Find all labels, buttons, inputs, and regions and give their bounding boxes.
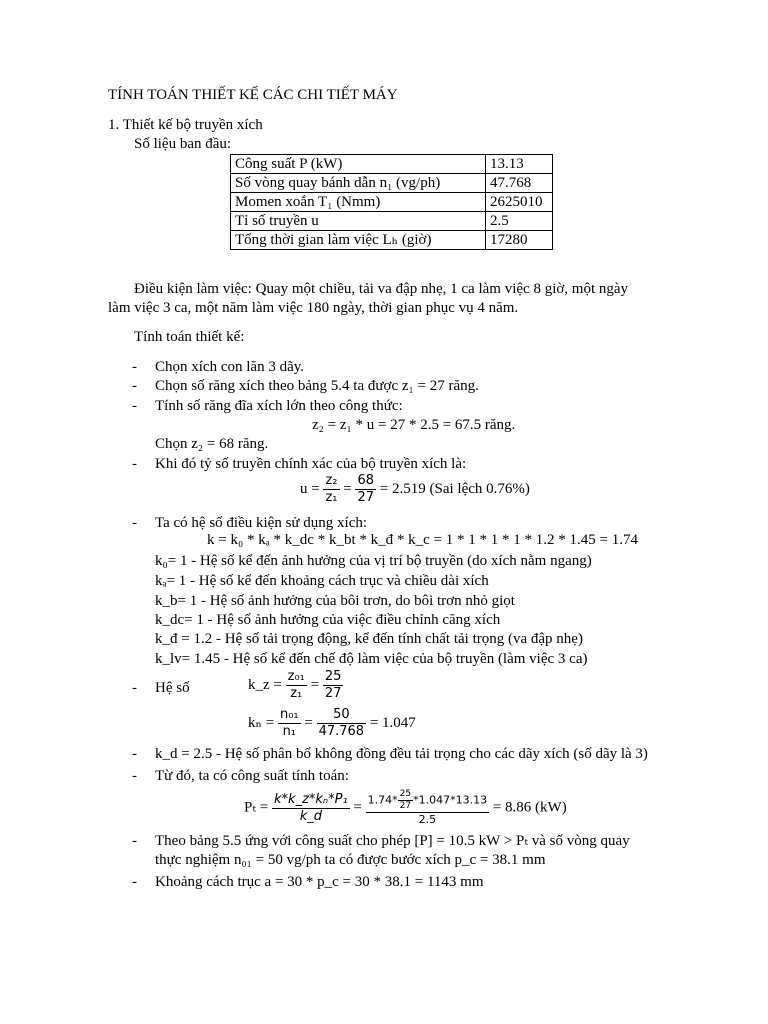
parameter-value: 13.13 bbox=[486, 155, 553, 174]
fraction-z2-z1: $\frac{\text{z₂}}{\text{z₁}}$ bbox=[325, 473, 338, 505]
item-computed-power: Từ đó, ta có công suất tính toán: bbox=[155, 768, 349, 784]
parameter-row bbox=[231, 174, 553, 193]
section-heading: 1. Thiết kế bộ truyền xích bbox=[108, 117, 263, 133]
parameter-row bbox=[231, 193, 553, 212]
ratio-lhs: u = bbox=[300, 480, 320, 497]
parameter-row bbox=[231, 155, 553, 174]
coefficient-kdc: k_dc= 1 - Hệ số ảnh hưởng của việc điều chỉnh căng xích bbox=[155, 612, 501, 628]
bullet-dash: - bbox=[132, 515, 137, 531]
fraction-z01-z1: $\frac{\text{z₀₁}}{\text{z₁}}$ bbox=[287, 669, 305, 701]
bullet-dash: - bbox=[132, 833, 137, 849]
coefficient-k0: k₀= 1 - Hệ số kể đến ảnh hưởng của vị trí bộ truyền (do xích nằm ngang) bbox=[155, 553, 592, 569]
item-chain-pitch-line-1: Theo bảng 5.5 ứng với công suất cho phép [P] = 10.5 kW > Pₜ và số vòng quay bbox=[155, 833, 630, 849]
parameter-name: Công suất P (kW) bbox=[231, 155, 486, 174]
fraction-68-27: $\frac{68}{27}$ bbox=[357, 473, 375, 505]
item-chain-pitch-line-2: thực nghiệm n₀₁ = 50 vg/ph ta có được bước xích p_c = 38.1 mm bbox=[155, 852, 546, 868]
fraction-50-47768: $\frac{50}{47.768}$ bbox=[318, 707, 365, 739]
fraction-n01-n1: $\frac{\text{n₀₁}}{\text{n₁}}$ bbox=[279, 707, 299, 739]
parameters-table bbox=[230, 154, 553, 250]
formula-z2: z₂ = z₁ * u = 27 * 2.5 = 67.5 răng. bbox=[312, 417, 516, 433]
ratio-result: = 2.519 (Sai lệch 0.76%) bbox=[379, 480, 530, 497]
item-exact-ratio: Khi đó tỷ số truyền chính xác của bộ truyền xích là: bbox=[155, 456, 467, 472]
parameter-value: 17280 bbox=[486, 231, 553, 250]
formula-k: k = k₀ * kₐ * k_dc * k_bt * k_đ * k_c = 1 * 1 * 1 * 1 * 1.2 * 1.45 = 1.74 bbox=[207, 532, 638, 548]
formula-pt: Pₜ = $\frac{\text{k*k\_z*kₙ*P₁}}{k\_d}$ = 1.74* $\frac{25}{27}$ *1.047*13.13 2.5 = 8.86 (kW) bbox=[244, 789, 567, 826]
bullet-dash: - bbox=[132, 359, 137, 375]
parameter-name: Tỉ số truyền u bbox=[231, 212, 486, 231]
item-service-coefficient: Ta có hệ số điều kiện sử dụng xích: bbox=[155, 515, 368, 531]
item-center-distance: Khoảng cách trục a = 30 * p_c = 30 * 38.1 = 1143 mm bbox=[155, 874, 484, 890]
formula-kn: kₙ = $\frac{\text{n₀₁}}{\text{n₁}}$ = $\frac{50}{47.768}$ = 1.047 bbox=[248, 707, 416, 739]
parameter-row bbox=[231, 212, 553, 231]
parameter-name: Tổng thời gian làm việc Lₕ (giờ) bbox=[231, 231, 486, 250]
coefficient-ka: kₐ= 1 - Hệ số kể đến khoảng cách trục và chiều dài xích bbox=[155, 573, 489, 589]
fraction-pt-numeric: 1.74* $\frac{25}{27}$ *1.047*13.13 2.5 bbox=[367, 789, 488, 826]
conditions-line-2: làm việc 3 ca, một năm làm việc 180 ngày, thời gian phục vụ 4 năm. bbox=[108, 300, 519, 316]
choose-z2: Chọn z₂ = 68 răng. bbox=[155, 436, 269, 452]
page-title: TÍNH TOÁN THIẾT KẾ CÁC CHI TIẾT MÁY bbox=[108, 87, 398, 103]
formula-kz: k_z = $\frac{\text{z₀₁}}{\text{z₁}}$ = $\frac{25}{27}$ bbox=[248, 669, 342, 701]
initial-data-label: Số liệu ban đầu: bbox=[134, 136, 232, 152]
bullet-dash: - bbox=[132, 746, 137, 762]
parameter-value: 2625010 bbox=[486, 193, 553, 212]
coefficient-kd: k_đ = 1.2 - Hệ số tải trọng động, kể đến tính chất tải trọng (va đập nhẹ) bbox=[155, 631, 583, 647]
parameter-value: 47.768 bbox=[486, 174, 553, 193]
item-chain-type: Chọn xích con lăn 3 dãy. bbox=[155, 359, 304, 375]
parameter-row bbox=[231, 231, 553, 250]
parameter-name: Momen xoắn T₁ (Nmm) bbox=[231, 193, 486, 212]
bullet-dash: - bbox=[132, 378, 137, 394]
parameter-name: Số vòng quay bánh dẫn n₁ (vg/ph) bbox=[231, 174, 486, 193]
item-teeth-small: Chọn số răng xích theo bảng 5.4 ta được z₁ = 27 răng. bbox=[155, 378, 479, 394]
coefficient-label: Hệ số bbox=[155, 680, 190, 696]
fraction-25-27: $\frac{25}{27}$ bbox=[324, 669, 342, 701]
formula-exact-ratio: u = $\frac{\text{z₂}}{\text{z₁}}$ = $\frac{68}{27}$ = 2.519 (Sai lệch 0.76%) bbox=[300, 473, 530, 505]
conditions-line-1: Điều kiện làm việc: Quay một chiều, tải va đập nhẹ, 1 ca làm việc 8 giờ, một ngày bbox=[134, 281, 629, 297]
mini-fraction-25-27: $\frac{25}{27}$ bbox=[399, 789, 412, 811]
bullet-dash: - bbox=[132, 680, 137, 696]
coefficient-klv: k_lv= 1.45 - Hệ số kể đến chế độ làm việc của bộ truyền (làm việc 3 ca) bbox=[155, 651, 588, 667]
bullet-dash: - bbox=[132, 874, 137, 890]
design-heading: Tính toán thiết kế: bbox=[134, 329, 245, 345]
bullet-dash: - bbox=[132, 768, 137, 784]
item-kd-distribution: k_d = 2.5 - Hệ số phân bố không đồng đều tải trọng cho các dãy xích (số dãy là 3) bbox=[155, 746, 648, 762]
parameter-value: 2.5 bbox=[486, 212, 553, 231]
bullet-dash: - bbox=[132, 456, 137, 472]
fraction-pt-symbolic: $\frac{\text{k*k\_z*kₙ*P₁}}{k\_d}$ bbox=[274, 791, 348, 824]
coefficient-kb: k_b= 1 - Hệ số ảnh hưởng của bôi trơn, do bôi trơn nhỏ giọt bbox=[155, 593, 515, 609]
bullet-dash: - bbox=[132, 398, 137, 414]
item-teeth-large: Tính số răng đĩa xích lớn theo công thức: bbox=[155, 398, 403, 414]
